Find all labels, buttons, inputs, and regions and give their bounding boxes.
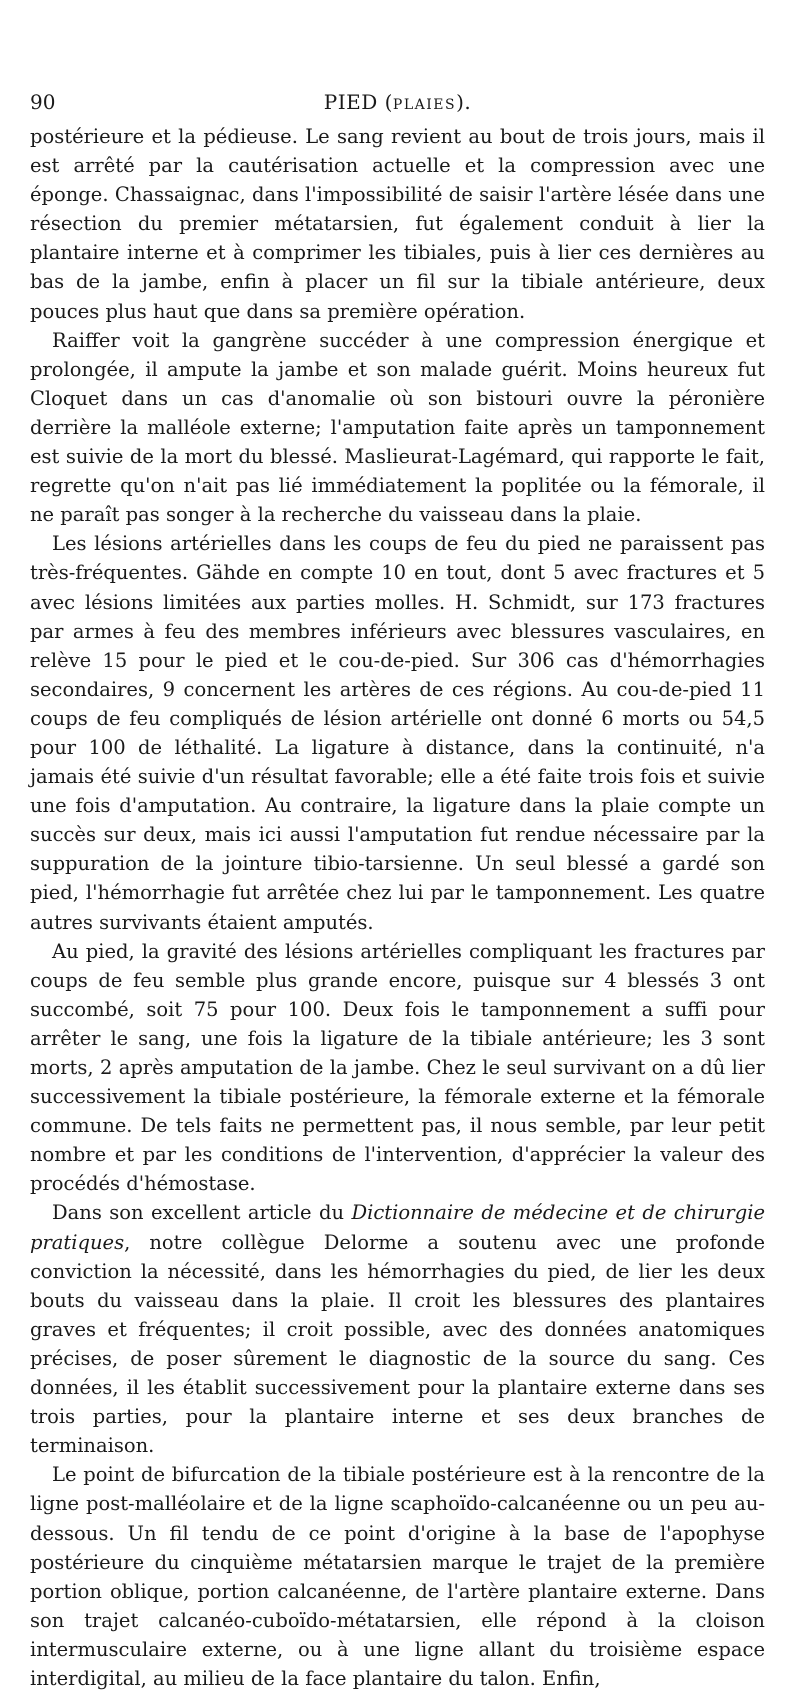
running-head xyxy=(30,90,765,114)
book-page xyxy=(30,90,765,1693)
running-subtitle: PLAIES xyxy=(392,97,457,113)
paragraph: Au pied, la gravité des lésions artérielles compliquant les fractures par coups de feu semble plus grande encore, puisque sur 4 blessés 3 ont succombé, soit 75 pour 100. Deux fois le tamponnement a suffi pour arrêter le sang, une fois la ligature de la tibiale antérieure; les 3 sont morts, 2 après amputation de la jambe. Chez le seul survivant on a dû lier successivement la tibiale postérieure, la fémorale externe et la fémorale commune. De tels faits ne permettent pas, il nous semble, par leur petit nombre et par les conditions de l'intervention, d'apprécier la valeur des procédés d'hémostase. xyxy=(30,939,765,1196)
body-text xyxy=(30,122,765,1693)
page-number: 90 xyxy=(30,90,56,114)
paragraph: Le point de bifurcation de la tibiale postérieure est à la rencontre de la ligne post-malléolaire et de la ligne scaphoïdo-calcanéenne ou un peu au-dessous. Un fil tendu de ce point d'origine à la base de l'apophyse postérieure du cinquième métatarsien marque le trajet de la première portion oblique, portion calcanéenne, de l'artère plantaire externe. Dans son trajet calcanéo-cuboïdo-métatarsien, elle répond à la cloison intermusculaire externe, ou à une ligne allant du troisième espace interdigital, au milieu de la face plantaire du talon. Enfin, xyxy=(30,1463,765,1690)
paragraph: Raiffer voit la gangrène succéder à une compression énergique et prolongée, il ampute la jambe et son malade guérit. Moins heureux fut Cloquet dans un cas d'anomalie où son bistouri ouvre la péronière derrière la malléole externe; l'amputation faite après un tamponnement est suivie de la mort du blessé. Maslieurat-Lagémard, qui rapporte le fait, regrette qu'on n'ait pas lié immédiatement la poplitée ou la fémorale, il ne paraît pas songer à la recherche du vaisseau dans la plaie. xyxy=(30,328,765,527)
running-close: ). xyxy=(456,90,472,114)
book-title: Dictionnaire de médecine et de chirurgie pratiques xyxy=(30,1201,765,1254)
paragraph: Les lésions artérielles dans les coups de feu du pied ne paraissent pas très-fréquentes. Gähde en compte 10 en tout, dont 5 avec fractures et 5 avec lésions limitées aux parties molles. H. Schmidt, sur 173 fractures par armes à feu des membres inférieurs avec blessures vasculaires, en relève 15 pour le pied et le cou-de-pied. Sur 306 cas d'hémorrhagies secondaires, 9 concernent les artères de ces régions. Au cou-de-pied 11 coups de feu compliqués de lésion artérielle ont donné 6 morts ou 54,5 pour 100 de léthalité. La ligature à distance, dans la continuité, n'a jamais été suivie d'un résultat favorable; elle a été faite trois fois et suivie une fois d'amputation. Au contraire, la ligature dans la plaie compte un succès sur deux, mais ici aussi l'amputation fut rendue nécessaire par la suppuration de la jointure tibio-tarsienne. Un seul blessé a gardé son pied, l'hémorrhagie fut arrêtée chez lui par le tamponnement. Les quatre autres survivants étaient amputés. xyxy=(30,532,765,934)
page-header xyxy=(30,90,765,120)
paragraph-text-before: Dans son excellent article du xyxy=(52,1201,352,1225)
running-title: PIED ( xyxy=(323,90,393,114)
paragraph xyxy=(30,1198,765,1460)
paragraph: postérieure et la pédieuse. Le sang revient au bout de trois jours, mais il est arrêté par la cautérisation actuelle et la compression avec une éponge. Chassaignac, dans l'impossibilité de saisir l'artère lésée dans une résection du premier métatarsien, fut également conduit à lier la plantaire interne et à comprimer les tibiales, puis à lier ces dernières au bas de la jambe, enfin à placer un fil sur la tibiale antérieure, deux pouces plus haut que dans sa première opération. xyxy=(30,125,765,323)
paragraph-text-after: , notre collègue Delorme a soutenu avec une profonde conviction la nécessité, dans les hémorrhagies du pied, de lier les deux bouts du vaisseau dans la plaie. Il croit les blessures des plantaires graves et fréquentes; il croit possible, avec des données anatomiques précises, de poser sûrement le diagnostic de la source du sang. Ces données, il les établit successivement pour la plantaire externe dans ses trois parties, pour la plantaire interne et ses deux branches de terminaison. xyxy=(30,1230,765,1458)
